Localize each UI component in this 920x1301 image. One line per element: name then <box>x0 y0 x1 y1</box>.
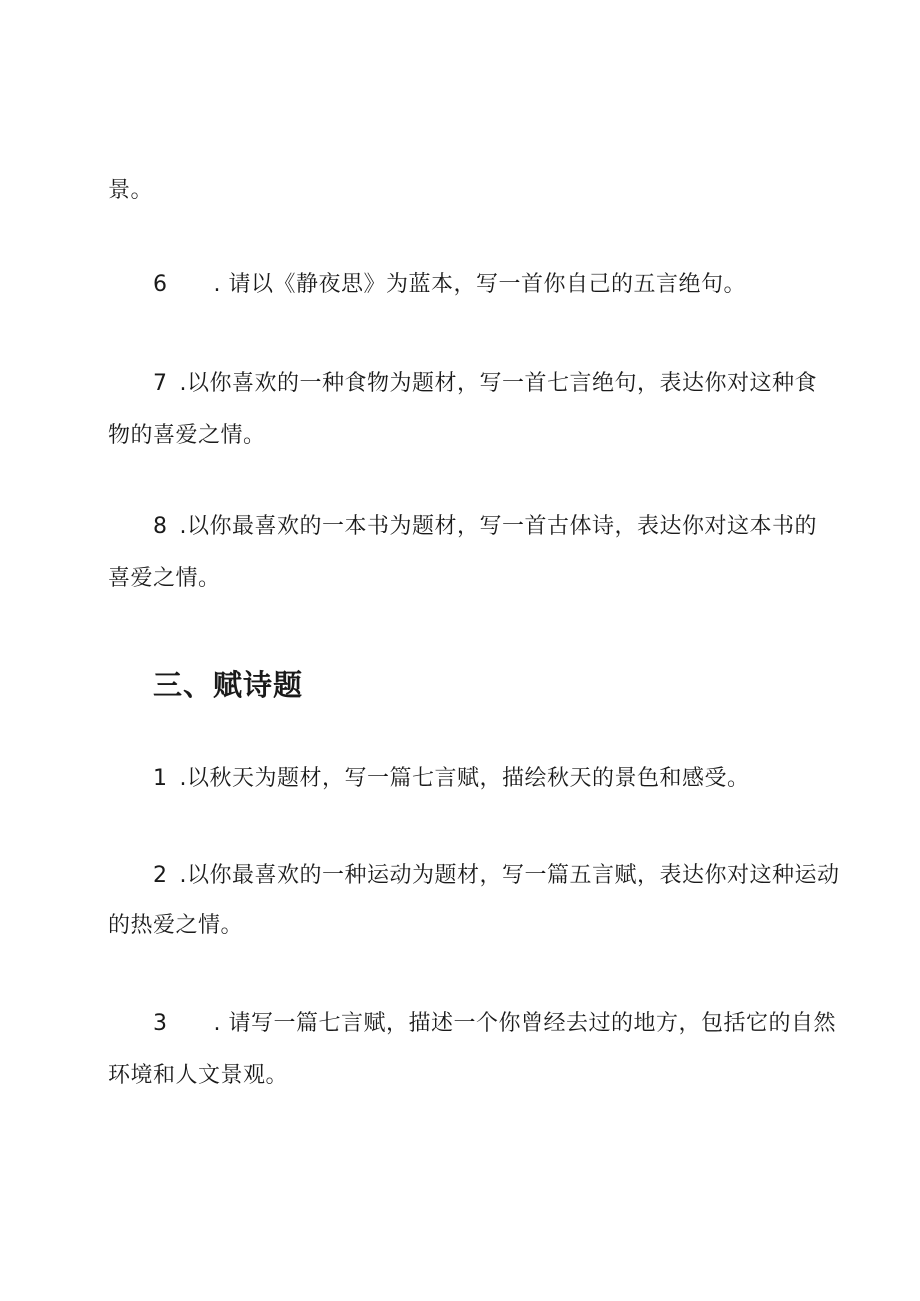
question-number: 8 <box>153 514 168 539</box>
question-text-line1: .以你最喜欢的一种运动为题材，写一篇五言赋，表达你对这种运动 <box>179 863 840 888</box>
question-text: .以秋天为题材，写一篇七言赋，描绘秋天的景色和感受。 <box>179 766 750 791</box>
question-number: 2 <box>153 863 168 888</box>
section3-question-1 <box>153 765 750 793</box>
section3-question-3-line2: 环境和人文景观。 <box>108 1063 289 1088</box>
question-8 <box>153 513 817 541</box>
question-number: 1 <box>153 766 168 791</box>
question-8-line2: 喜爱之情。 <box>108 566 221 591</box>
question-text-line1: .以你最喜欢的一本书为题材，写一首古体诗，表达你对这本书的 <box>179 514 817 539</box>
question-number: 6 <box>153 272 168 297</box>
question-text-line1: . 请写一篇七言赋，描述一个你曾经去过的地方，包括它的自然 <box>213 1011 836 1036</box>
question-7 <box>153 370 817 398</box>
question-number: 3 <box>153 1011 168 1036</box>
section3-question-2 <box>153 862 840 890</box>
question-text-line1: .以你喜欢的一种食物为题材，写一首七言绝句，表达你对这种食 <box>179 371 817 396</box>
question-text: . 请以《静夜思》为蓝本，写一首你自己的五言绝句。 <box>213 272 746 297</box>
continuation-text: 景。 <box>108 178 154 203</box>
question-7-line2: 物的喜爱之情。 <box>108 423 266 448</box>
question-6 <box>153 271 746 299</box>
section3-question-3 <box>153 1010 836 1038</box>
question-number: 7 <box>153 371 168 396</box>
section3-question-2-line2: 的热爱之情。 <box>108 913 244 938</box>
section-heading: 三、赋诗题 <box>153 668 304 702</box>
